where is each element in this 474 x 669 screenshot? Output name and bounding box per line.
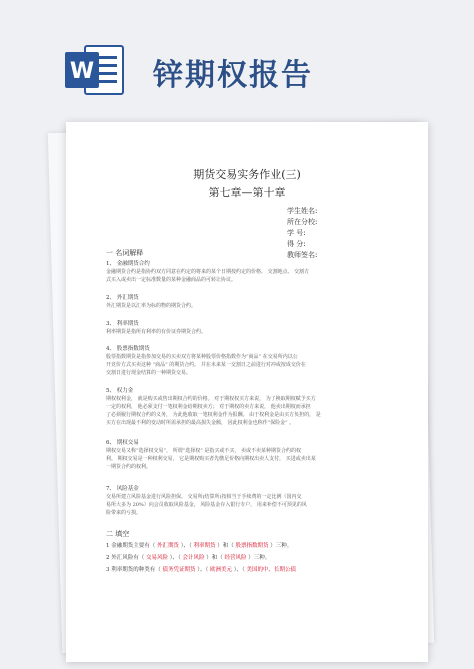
banner-title: 锌期权报告	[153, 58, 313, 93]
score-label: 得 分:	[287, 240, 306, 248]
fill-answer: 外汇期货	[155, 543, 179, 549]
document-page	[66, 122, 428, 662]
term-heading: 4、 股票指数期货	[106, 346, 150, 352]
fill-text: ）三种。	[246, 555, 271, 561]
term-heading: 3、 利率期货	[106, 321, 139, 327]
fill-answer: 美国的中、长期公债	[244, 567, 296, 573]
term-text: 买方在出现最不利的变动时所需承担的最高损失金额， 因此权利金也称作“保险金” 。	[106, 420, 295, 426]
term-heading: 1、 金融期货合约	[106, 261, 150, 267]
fill-text: ）和（	[204, 555, 223, 561]
teacher-signature-label: 教师签名:	[287, 251, 318, 259]
fill-answer: 交易风险	[144, 555, 168, 561]
term-text: 险带来的亏损。	[106, 510, 142, 516]
term-heading: 5、 权力金	[106, 388, 134, 394]
fill-text: 2 外汇风险有（	[106, 555, 145, 561]
section-heading: 二 填空	[106, 530, 130, 538]
fill-answer: 债务凭证期货	[160, 567, 196, 573]
term-text: 易所大多为 20%）向会员收取风险基金， 风险基金存入银行专户， 用来补偿不可预见的风	[106, 502, 307, 508]
term-text: 利率期货是指所有利率的有价证券期货合约。	[106, 329, 207, 335]
fill-line	[106, 553, 270, 561]
term-text: 交易所建立风险基金进行风险担保。 交易所(结算所)按相当于手续费的一定比例（国内交	[106, 494, 302, 500]
student-name-label: 学生姓名:	[287, 207, 318, 215]
fill-line	[106, 565, 296, 573]
fill-text: ）和（	[215, 543, 234, 549]
fill-answer: 欧洲美元	[208, 567, 232, 573]
term-heading: 6、 期权交易	[106, 440, 139, 446]
term-heading: 7、 风险基金	[106, 486, 139, 492]
fill-text: 3 利率期货的种类有（	[106, 567, 161, 573]
fill-text: ）、（	[179, 543, 192, 549]
branch-label: 所在分校:	[287, 218, 318, 226]
fill-text: ）三种。	[268, 543, 293, 549]
term-text: 式买入或卖出一定标准数量的某种金融商品的可转让协议。	[106, 277, 237, 283]
fill-text: ）、（	[232, 567, 245, 573]
term-text: 了必须履行期权合约的义务， 为此他收取一笔权利金作为报酬。 由于权利金是由买方负担的， 是	[106, 412, 321, 418]
document-title: 期货交易实务作业(三)	[193, 168, 301, 181]
term-text: 交割日进行现金结算的一种期货交易。	[106, 370, 192, 376]
fill-text: 1 金融期货主要有（	[106, 543, 156, 549]
term-text: 金融期货合约是指协约双方同意在约定的将来的某个日期按约定的价格、 交割地点、 交割方	[106, 269, 310, 275]
section-heading: 一 名词解释	[106, 249, 144, 257]
term-text: 一期货合约的权利。	[106, 464, 152, 470]
banner	[0, 0, 474, 112]
fill-answer: 利率期货	[191, 543, 216, 549]
term-text: 期权交易又称“选择权交易”， 所谓“选择权” 是指买或不买， 卖或不卖某种期货合约的权	[106, 448, 301, 454]
fill-text: ）、（	[168, 555, 181, 561]
term-text: 股票指数期货是指参加交易的买卖双方将某种股票价格指数作为“商品” 在交易所内以公	[106, 354, 298, 360]
fill-line	[106, 541, 292, 549]
word-logo-letter: W	[69, 59, 95, 84]
student-id-label: 学 号:	[287, 229, 306, 237]
term-text: 外汇期货是以汇率为标的物的期货合约。	[106, 303, 197, 309]
term-heading: 2、 外汇期货	[106, 295, 139, 301]
term-text: 期权权利金， 就是购买或售出期权合约的价格。 对于期权权买方来说， 为了换取期权赋予买方	[106, 396, 316, 402]
fill-answer: 股票指数期货	[233, 543, 269, 549]
fill-answer: 会计风险	[180, 555, 205, 561]
chapter-subtitle: 第七章—第十章	[208, 186, 286, 199]
word-document-icon	[63, 42, 127, 98]
term-text: 一定的权利， 他必须支付一笔权利金给期权卖方； 对于期权的卖方来说， 他卖出期权而承担	[106, 404, 311, 410]
fill-answer: 经营风险	[222, 555, 247, 561]
term-text: 利。 期权交易是一种权利交易， 它是期权购买者先缴足价格向期权出卖人支付， 买进或卖出某	[106, 456, 316, 462]
fill-text: ）、（	[195, 567, 209, 573]
term-text: 开竞价方式买卖这种 “商品” 的期货合约。 并在未来某一交割日之前进行对冲或按成交价在	[106, 362, 306, 368]
